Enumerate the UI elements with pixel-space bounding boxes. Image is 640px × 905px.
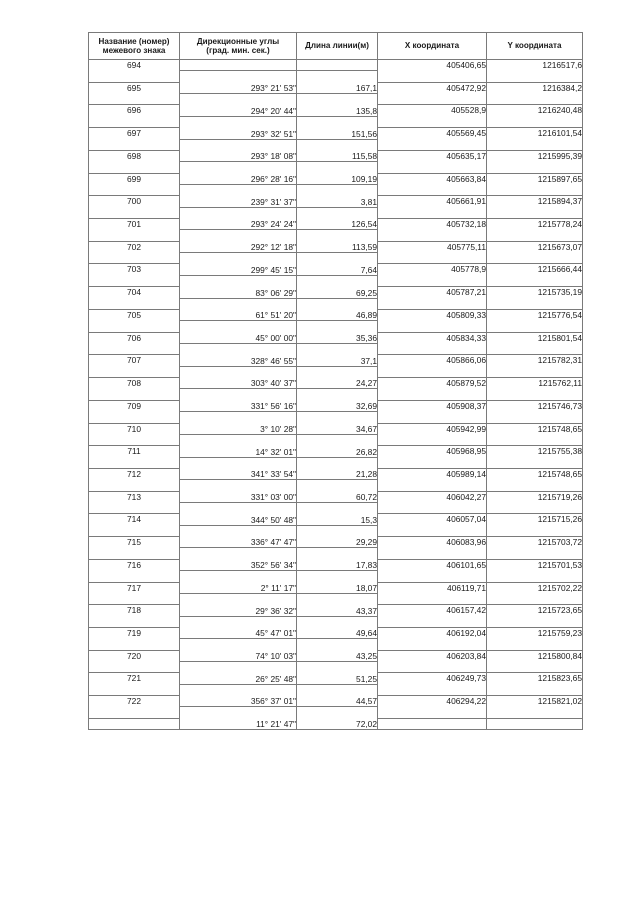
line-length-cell: 15,3 xyxy=(297,503,378,526)
x-coordinate-cell: 405569,45 xyxy=(378,128,487,151)
x-coordinate-cell-empty xyxy=(378,718,487,729)
direction-angle-cell: 293° 18' 08" xyxy=(180,139,297,162)
point-name-cell: 720 xyxy=(89,650,180,673)
x-coordinate-cell: 405809,33 xyxy=(378,309,487,332)
y-coordinate-cell: 1215759,23 xyxy=(487,627,583,650)
direction-angle-cell: 83° 06' 29" xyxy=(180,275,297,298)
line-length-cell: 115,58 xyxy=(297,139,378,162)
direction-angle-cell: 45° 00' 00" xyxy=(180,321,297,344)
x-coordinate-cell: 406192,04 xyxy=(378,627,487,650)
x-coordinate-cell: 405663,84 xyxy=(378,173,487,196)
table-row xyxy=(89,60,583,71)
x-coordinate-cell: 405635,17 xyxy=(378,150,487,173)
line-length-cell: 44,57 xyxy=(297,684,378,707)
x-coordinate-cell: 405775,11 xyxy=(378,241,487,264)
y-coordinate-cell: 1216384,2 xyxy=(487,82,583,105)
angle-cell-empty xyxy=(180,60,297,71)
point-name-cell: 696 xyxy=(89,105,180,128)
x-coordinate-cell: 405472,92 xyxy=(378,82,487,105)
line-length-cell: 32,69 xyxy=(297,389,378,412)
point-name-cell: 704 xyxy=(89,287,180,310)
x-coordinate-cell: 405787,21 xyxy=(378,287,487,310)
x-coordinate-cell: 405908,37 xyxy=(378,400,487,423)
x-coordinate-cell: 405968,95 xyxy=(378,446,487,469)
direction-angle-cell: 14° 32' 01" xyxy=(180,434,297,457)
x-coordinate-cell: 405866,06 xyxy=(378,355,487,378)
point-name-cell: 721 xyxy=(89,673,180,696)
direction-angle-cell: 328° 46' 55" xyxy=(180,343,297,366)
y-coordinate-cell: 1215800,84 xyxy=(487,650,583,673)
line-length-cell: 46,89 xyxy=(297,298,378,321)
x-coordinate-cell: 406083,96 xyxy=(378,537,487,560)
line-length-cell: 29,29 xyxy=(297,525,378,548)
point-name-cell: 701 xyxy=(89,219,180,242)
point-name-cell-empty xyxy=(89,718,180,729)
y-coordinate-cell: 1215746,73 xyxy=(487,400,583,423)
direction-angle-cell: 341° 33' 54" xyxy=(180,457,297,480)
point-name-cell: 718 xyxy=(89,605,180,628)
header-point-name xyxy=(89,33,180,60)
y-coordinate-cell: 1216517,6 xyxy=(487,60,583,83)
point-name-cell: 702 xyxy=(89,241,180,264)
x-coordinate-cell: 406057,04 xyxy=(378,514,487,537)
direction-angle-cell: 11° 21' 47" xyxy=(180,707,297,730)
boundary-coordinates-table xyxy=(88,32,583,730)
line-length-cell: 17,83 xyxy=(297,548,378,571)
x-coordinate-cell: 405989,14 xyxy=(378,468,487,491)
point-name-cell: 695 xyxy=(89,82,180,105)
line-length-cell: 7,64 xyxy=(297,253,378,276)
y-coordinate-cell: 1216101,54 xyxy=(487,128,583,151)
direction-angle-cell: 303° 40' 37" xyxy=(180,366,297,389)
line-length-cell: 49,64 xyxy=(297,616,378,639)
point-name-cell: 698 xyxy=(89,150,180,173)
point-name-cell: 699 xyxy=(89,173,180,196)
x-coordinate-cell: 406119,71 xyxy=(378,582,487,605)
direction-angle-cell: 344° 50' 48" xyxy=(180,503,297,526)
header-point-name-line2: межевого знака xyxy=(102,46,166,55)
point-name-cell: 713 xyxy=(89,491,180,514)
y-coordinate-cell-empty xyxy=(487,718,583,729)
x-coordinate-cell: 405406,65 xyxy=(378,60,487,83)
x-coordinate-cell: 405778,9 xyxy=(378,264,487,287)
x-coordinate-cell: 405879,52 xyxy=(378,378,487,401)
direction-angle-cell: 296° 28' 16" xyxy=(180,162,297,185)
point-name-cell: 710 xyxy=(89,423,180,446)
header-x-coordinate: X координата xyxy=(378,33,487,60)
x-coordinate-cell: 406101,65 xyxy=(378,559,487,582)
y-coordinate-cell: 1215894,37 xyxy=(487,196,583,219)
y-coordinate-cell: 1215748,65 xyxy=(487,423,583,446)
y-coordinate-cell: 1215823,65 xyxy=(487,673,583,696)
direction-angle-cell: 331° 03' 00" xyxy=(180,480,297,503)
y-coordinate-cell: 1215673,07 xyxy=(487,241,583,264)
point-name-cell: 722 xyxy=(89,696,180,719)
table-body xyxy=(89,60,583,730)
direction-angle-cell: 61° 51' 20" xyxy=(180,298,297,321)
line-length-cell: 43,25 xyxy=(297,639,378,662)
direction-angle-cell: 293° 24' 24" xyxy=(180,207,297,230)
length-cell-empty xyxy=(297,60,378,71)
line-length-cell: 69,25 xyxy=(297,275,378,298)
point-name-cell: 706 xyxy=(89,332,180,355)
y-coordinate-cell: 1215735,19 xyxy=(487,287,583,310)
y-coordinate-cell: 1215666,44 xyxy=(487,264,583,287)
header-direction-angle-line1: Дирекционные углы xyxy=(196,36,280,46)
y-coordinate-cell: 1215778,24 xyxy=(487,219,583,242)
x-coordinate-cell: 405834,33 xyxy=(378,332,487,355)
point-name-cell: 694 xyxy=(89,60,180,83)
line-length-cell: 18,07 xyxy=(297,571,378,594)
y-coordinate-cell: 1215776,54 xyxy=(487,309,583,332)
y-coordinate-cell: 1215702,22 xyxy=(487,582,583,605)
line-length-cell: 51,25 xyxy=(297,662,378,685)
direction-angle-cell: 352° 56' 34" xyxy=(180,548,297,571)
point-name-cell: 709 xyxy=(89,400,180,423)
point-name-cell: 703 xyxy=(89,264,180,287)
x-coordinate-cell: 406157,42 xyxy=(378,605,487,628)
point-name-cell: 717 xyxy=(89,582,180,605)
y-coordinate-cell: 1215995,39 xyxy=(487,150,583,173)
y-coordinate-cell: 1215715,26 xyxy=(487,514,583,537)
direction-angle-cell: 331° 56' 16" xyxy=(180,389,297,412)
x-coordinate-cell: 406203,84 xyxy=(378,650,487,673)
point-name-cell: 712 xyxy=(89,468,180,491)
x-coordinate-cell: 406042,27 xyxy=(378,491,487,514)
line-length-cell: 37,1 xyxy=(297,343,378,366)
line-length-cell: 126,54 xyxy=(297,207,378,230)
point-name-cell: 697 xyxy=(89,128,180,151)
line-length-cell: 3,81 xyxy=(297,184,378,207)
line-length-cell: 43,37 xyxy=(297,593,378,616)
header-direction-angle xyxy=(180,33,297,60)
line-length-cell: 167,1 xyxy=(297,71,378,94)
x-coordinate-cell: 406249,73 xyxy=(378,673,487,696)
point-name-cell: 700 xyxy=(89,196,180,219)
direction-angle-cell: 292° 12' 18" xyxy=(180,230,297,253)
line-length-cell: 109,19 xyxy=(297,162,378,185)
y-coordinate-cell: 1215701,53 xyxy=(487,559,583,582)
line-length-cell: 135,8 xyxy=(297,94,378,117)
x-coordinate-cell: 405528,9 xyxy=(378,105,487,128)
header-line-length: Длина линии(м) xyxy=(297,33,378,60)
point-name-cell: 711 xyxy=(89,446,180,469)
direction-angle-cell: 2° 11' 17" xyxy=(180,571,297,594)
direction-angle-cell: 299° 45' 15" xyxy=(180,253,297,276)
y-coordinate-cell: 1215897,65 xyxy=(487,173,583,196)
line-length-cell: 21,28 xyxy=(297,457,378,480)
y-coordinate-cell: 1215703,72 xyxy=(487,537,583,560)
direction-angle-cell: 239° 31' 37" xyxy=(180,184,297,207)
direction-angle-cell: 293° 21' 53" xyxy=(180,71,297,94)
point-name-cell: 719 xyxy=(89,627,180,650)
y-coordinate-cell: 1215723,65 xyxy=(487,605,583,628)
x-coordinate-cell: 405661,91 xyxy=(378,196,487,219)
direction-angle-cell: 29° 36' 32" xyxy=(180,593,297,616)
y-coordinate-cell: 1215748,65 xyxy=(487,468,583,491)
x-coordinate-cell: 405942,99 xyxy=(378,423,487,446)
header-direction-angle-line2: (град. мин. сек.) xyxy=(206,46,270,55)
point-name-cell: 707 xyxy=(89,355,180,378)
point-name-cell: 714 xyxy=(89,514,180,537)
y-coordinate-cell: 1215782,31 xyxy=(487,355,583,378)
point-name-cell: 716 xyxy=(89,559,180,582)
y-coordinate-cell: 1215821,02 xyxy=(487,696,583,719)
y-coordinate-cell: 1215762,11 xyxy=(487,378,583,401)
point-name-cell: 708 xyxy=(89,378,180,401)
direction-angle-cell: 74° 10' 03" xyxy=(180,639,297,662)
line-length-cell: 34,67 xyxy=(297,412,378,435)
line-length-cell: 151,56 xyxy=(297,116,378,139)
boundary-coordinates-table-wrapper xyxy=(88,32,582,730)
header-y-coordinate: Y координата xyxy=(487,33,583,60)
direction-angle-cell: 294° 20' 44" xyxy=(180,94,297,117)
line-length-cell: 72,02 xyxy=(297,707,378,730)
header-point-name-line1: Название (номер) xyxy=(98,36,170,46)
line-length-cell: 26,82 xyxy=(297,434,378,457)
table-header-row xyxy=(89,33,583,60)
y-coordinate-cell: 1215755,38 xyxy=(487,446,583,469)
direction-angle-cell: 45° 47' 01" xyxy=(180,616,297,639)
line-length-cell: 113,59 xyxy=(297,230,378,253)
direction-angle-cell: 356° 37' 01" xyxy=(180,684,297,707)
y-coordinate-cell: 1215801,54 xyxy=(487,332,583,355)
y-coordinate-cell: 1215719,26 xyxy=(487,491,583,514)
point-name-cell: 715 xyxy=(89,537,180,560)
direction-angle-cell: 26° 25' 48" xyxy=(180,662,297,685)
line-length-cell: 24,27 xyxy=(297,366,378,389)
point-name-cell: 705 xyxy=(89,309,180,332)
line-length-cell: 35,36 xyxy=(297,321,378,344)
line-length-cell: 60,72 xyxy=(297,480,378,503)
direction-angle-cell: 293° 32' 51" xyxy=(180,116,297,139)
x-coordinate-cell: 405732,18 xyxy=(378,219,487,242)
direction-angle-cell: 3° 10' 28" xyxy=(180,412,297,435)
y-coordinate-cell: 1216240,48 xyxy=(487,105,583,128)
x-coordinate-cell: 406294,22 xyxy=(378,696,487,719)
direction-angle-cell: 336° 47' 47" xyxy=(180,525,297,548)
